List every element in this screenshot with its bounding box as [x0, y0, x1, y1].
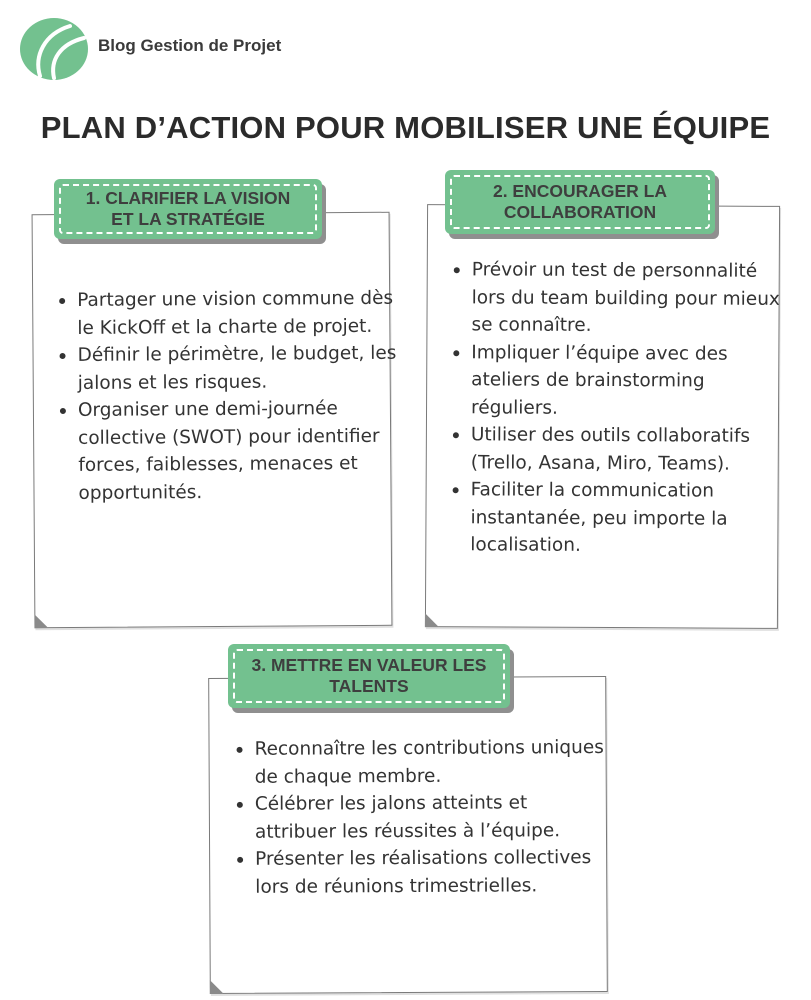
section-2-title: 2. ENCOURAGER LA COLLABORATION — [492, 181, 668, 222]
list-item: Définir le périmètre, le budget, les jalons et les risques. — [77, 340, 397, 397]
section-2-list — [448, 256, 790, 560]
list-item: Impliquer l’équipe avec des ateliers de brainstorming réguliers. — [471, 339, 789, 423]
section-badge-2 — [445, 170, 715, 234]
section-3-title: 3. METTRE EN VALEUR LES TALENTS — [251, 655, 487, 696]
page-fold-icon — [34, 614, 48, 628]
section-card-3 — [208, 676, 608, 994]
page-fold-icon — [425, 613, 439, 627]
brand-name: Blog Gestion de Projet — [98, 36, 282, 55]
list-item: Organiser une demi-journée collective (SWOT) pour identifier forces, faiblesses, menaces et opportunités. — [78, 395, 399, 507]
section-card-2 — [425, 204, 780, 629]
leaf-logo-icon — [18, 16, 90, 82]
list-item: Partager une vision commune dès le KickOff et la charte de projet. — [77, 285, 397, 342]
list-item: Présenter les réalisations collectives lors de réunions trimestrielles. — [255, 844, 605, 901]
list-item: Célébrer les jalons atteints et attribuer les réussites à l’équipe. — [255, 789, 605, 846]
section-card-1 — [32, 212, 397, 628]
list-item: Utiliser des outils collaboratifs (Trello, Asana, Miro, Teams). — [471, 421, 789, 478]
section-1-list — [55, 285, 399, 507]
section-badge-3 — [228, 644, 510, 708]
list-item: Reconnaître les contributions uniques de chaque membre. — [254, 734, 604, 791]
page-title: PLAN D’ACTION POUR MOBILISER UNE ÉQUIPE — [40, 110, 771, 145]
section-badge-1 — [54, 179, 322, 239]
page-fold-icon — [210, 980, 224, 994]
section-1-title: 1. CLARIFIER LA VISION ET LA STRATÉGIE — [85, 188, 291, 229]
list-item: Prévoir un test de personnalité lors du team building pour mieux se connaître. — [471, 256, 789, 340]
list-item: Faciliter la communication instantanée, peu importe la localisation. — [470, 476, 788, 560]
section-3-list — [232, 734, 605, 901]
